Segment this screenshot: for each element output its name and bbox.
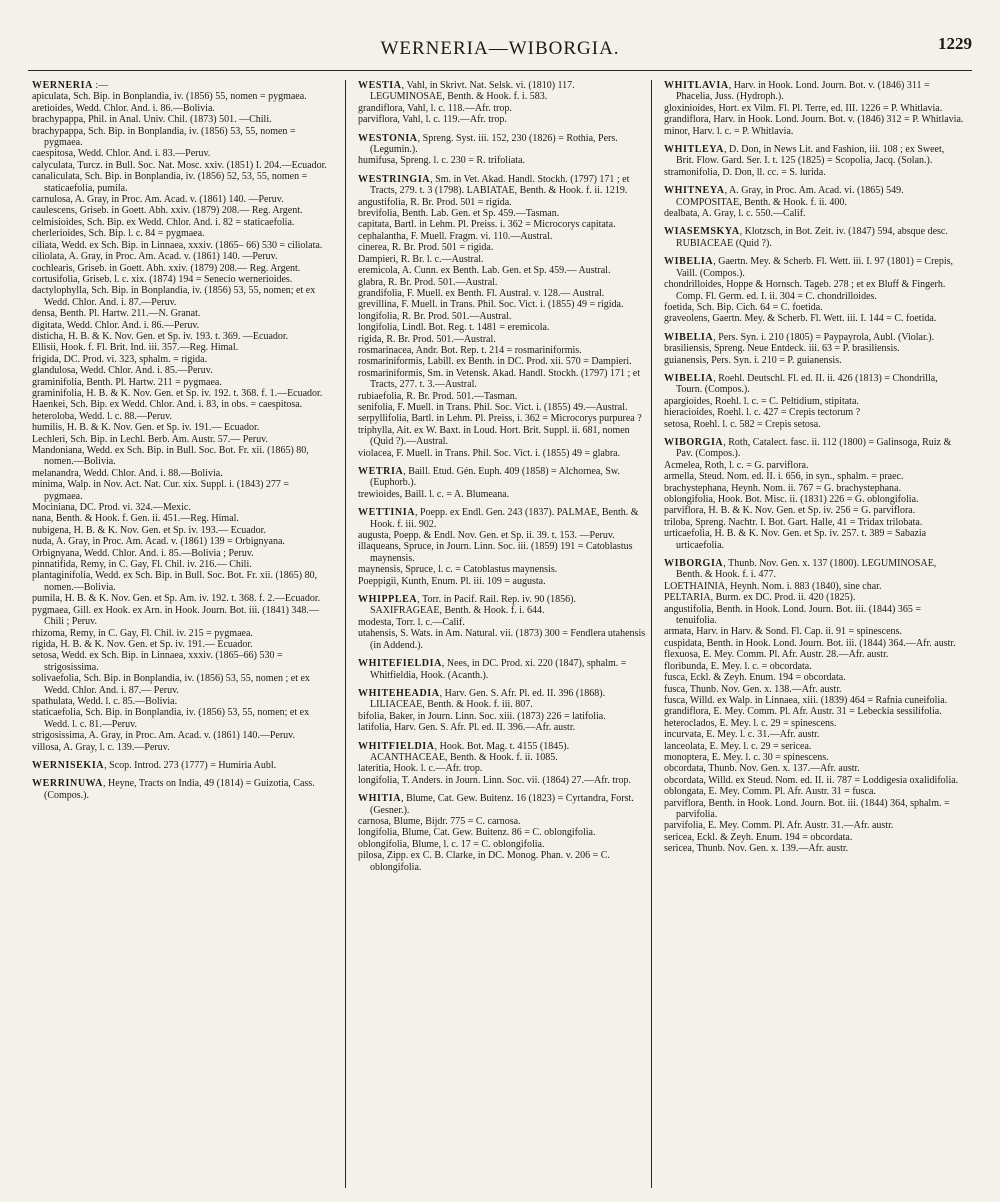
species-entry: chondrilloides, Hoppe & Hornsch. Tageb. 278 ; et ex Bluff & Fingerh. Comp. Fl. Germ. ed. I. ii. 304 = C. chondrilloides. — [664, 279, 946, 302]
species-entry: obcordata, Thunb. Nov. Gen. x. 137.—Afr. austr. — [664, 763, 860, 775]
species-entry: dealbata, A. Gray, l. c. 550.—Calif. — [664, 208, 806, 220]
species-entry: oblongifolia, Hook. Bot. Misc. ii. (1831) 226 = G. oblongifolia. — [664, 494, 919, 505]
species-entry: sericea, Thunb. Nov. Gen. x. 139.—Afr. austr. — [664, 843, 849, 855]
genus-entry — [664, 226, 964, 249]
genus-name: WESTONIA — [358, 132, 418, 144]
genus-name: WHITFIELDIA — [358, 740, 435, 752]
genus-heading: WHITLAVIA, Harv. in Hook. Lond. Journ. Bot. v. (1846) 311 = Phacelia, Juss. (Hydroph.). — [664, 80, 930, 103]
species-entry: Lechleri, Sch. Bip. in Lechl. Berb. Am. Austr. 57.— Peruv. — [32, 433, 268, 445]
species-entry: oblongifolia, Blume, l. c. 17 = C. oblongifolia. — [358, 838, 545, 850]
species-entry: melanandra, Wedd. Chlor. And. i. 88.—Bolivia. — [32, 467, 223, 479]
species-entry: foetida, Sch. Bip. Cich. 64 = C. foetida. — [664, 301, 823, 313]
species-entry: graminifolia, H. B. & K. Nov. Gen. et Sp. iv. 192. t. 368. f. 1.—Ecuador. — [32, 387, 323, 399]
species-entry: guianensis, Pers. Syn. i. 210 = P. guianensis. — [664, 354, 842, 366]
species-entry: Poeppigii, Kunth, Enum. Pl. iii. 109 = augusta. — [358, 575, 546, 587]
species-entry: capitata, Bartl. in Lehm. Pl. Preiss. i. 362 = Microcorys capitata. — [358, 219, 616, 231]
species-entry: digitata, Wedd. Chlor. And. i. 86.—Peruv. — [32, 319, 200, 331]
species-entry: senifolia, F. Muell. in Trans. Phil. Soc. Vict. i. (1855) 49.—Austral. — [358, 401, 628, 413]
species-entry: utahensis, S. Wats. in Am. Natural. vii. (1873) 300 = Fendlera utahensis (in Addend.). — [358, 628, 646, 651]
species-entry: solivaefolia, Sch. Bip. in Bonplandia, iv. (1856) 53, 55, nomen ; et ex Wedd. Chlor. And. i. 87.— Peruv. — [32, 673, 310, 696]
species-entry: carnulosa, A. Gray, in Proc. Am. Acad. v. (1861) 140. —Peruv. — [32, 194, 284, 206]
species-entry: humifusa, Spreng. l. c. 230 = R. trifoliata. — [358, 155, 526, 167]
genus-name: WIBELIA — [664, 331, 714, 343]
species-entry: armella, Steud. Nom. ed. II. i. 656, in syn., sphalm. = praec. — [664, 471, 904, 483]
species-entry: grandifolia, F. Muell. ex Benth. Fl. Austral. v. 128.— Austral. — [358, 287, 605, 299]
genus-name: WHIPPLEA — [358, 594, 418, 606]
genus-entry — [32, 80, 328, 753]
genus-name: WIBORGIA — [664, 436, 724, 448]
species-entry: LOETHAINIA, Heynh. Nom. i. 883 (1840), sine char. — [664, 580, 882, 592]
species-entry: eremicola, A. Cunn. ex Benth. Lab. Gen. et Sp. 459.— Austral. — [358, 265, 611, 277]
species-entry: minor, Harv. l. c. = P. Whitlavia. — [664, 125, 794, 137]
species-entry: setosa, Roehl. l. c. 582 = Crepis setosa. — [664, 418, 821, 430]
genus-entry — [664, 185, 964, 219]
species-entry: lanceolata, E. Mey. l. c. 29 = sericea. — [664, 740, 812, 752]
species-entry: heteroclados, E. Mey. l. c. 29 = spinescens. — [664, 717, 837, 729]
species-entry: staticaefolia, Sch. Bip. in Bonplandia, iv. (1856) 53, 55, nomen; et ex Wedd. l. c. 81.—Peruv. — [32, 707, 310, 730]
header-rule — [28, 70, 972, 71]
genus-name: WETRIA — [358, 466, 404, 477]
species-entry: frigida, DC. Prod. vi. 323, sphalm. = rigida. — [32, 353, 208, 365]
genus-name: WHITNEYA — [664, 185, 725, 197]
genus-heading: WHIPPLEA, Torr. in Pacif. Rail. Rep. iv. 90 (1856). SAXIFRAGEAE, Benth. & Hook. f. i. 644. — [358, 594, 576, 617]
species-entry: parvifolia, E. Mey. Comm. Pl. Afr. Austr. 31.—Afr. austr. — [664, 820, 894, 832]
species-entry: Haenkei, Sch. Bip. ex Wedd. Chlor. And. i. 83, in obs. = caespitosa. — [32, 399, 303, 411]
species-entry: celmisioides, Sch. Bip. ex Wedd. Chlor. And. i. 82 = staticaefolia. — [32, 216, 295, 228]
species-entry: apargioides, Roehl. l. c. = C. Peltidium, stipitata. — [664, 395, 859, 407]
genus-entry — [358, 688, 648, 734]
species-entry: cinerea, R. Br. Prod. 501 = rigida. — [358, 242, 494, 254]
species-entry: hieracioides, Roehl. l. c. 427 = Crepis tectorum ? — [664, 407, 861, 419]
species-entry: trewioides, Baill. l. c. = A. Blumeana. — [358, 488, 510, 500]
genus-entry — [664, 144, 964, 178]
genus-entry — [32, 778, 328, 801]
species-entry: maynensis, Spruce, l. c. = Catoblastus maynensis. — [358, 564, 558, 576]
column-left — [32, 80, 328, 1188]
species-entry: brachypappa, Sch. Bip. in Bonplandia, iv. (1856) 53, 55, nomen = pygmaea. — [32, 125, 296, 149]
species-entry: aretioides, Wedd. Chlor. And. i. 86.—Bolivia. — [32, 102, 215, 114]
genus-name: WIBORGIA — [664, 558, 724, 570]
genus-heading: WERNISEKIA, Scop. Introd. 273 (1777) = Humiria Aubl. — [32, 759, 277, 771]
species-entry: parviflora, Vahl, l. c. 119.—Afr. trop. — [358, 114, 507, 126]
genus-heading: WIBORGIA, Thunb. Nov. Gen. x. 137 (1800). LEGUMINOSAE, Benth. & Hook. f. i. 477. — [664, 558, 937, 581]
species-entry: graminifolia, Benth. Pl. Hartw. 211 = pygmaea. — [32, 376, 222, 388]
genus-entry — [358, 793, 648, 873]
species-entry: cuspidata, Benth. in Hook. Lond. Journ. Bot. iii. (1844) 364.—Afr. austr. — [664, 637, 956, 649]
page-number: 1229 — [938, 34, 972, 53]
species-entry: minima, Walp. in Nov. Act. Nat. Cur. xix. Suppl. i. (1843) 277 = pygmaea. — [32, 479, 290, 502]
genus-heading: WHITNEYA, A. Gray, in Proc. Am. Acad. vi. (1865) 549. COMPOSITAE, Benth. & Hook. f. ii. 400. — [664, 185, 904, 208]
genus-entry — [358, 80, 648, 126]
species-entry: gloxinioides, Hort. ex Vilm. Fl. Pl. Terre, ed. III. 1226 = P. Whitlavia. — [664, 102, 943, 114]
species-entry: brasiliensis, Spreng. Neue Entdeck. iii. 63 = P. brasiliensis. — [664, 343, 900, 355]
species-entry: canaliculata, Sch. Bip. in Bonplandia, iv. (1856) 52, 53, 55, nomen = staticaefolia, pumila. — [32, 171, 308, 194]
species-entry: cortusifolia, Griseb. l. c. xix. (1874) 194 = Senecio wernerioides. — [32, 273, 293, 285]
genus-name: WESTRINGIA — [358, 173, 431, 185]
species-entry: triloba, Spreng. Nachtr. I. Bot. Gart. Halle, 41 = Tridax trilobata. — [664, 516, 923, 528]
species-entry: flexuosa, E. Mey. Comm. Pl. Afr. Austr. 28.—Afr. austr. — [664, 649, 889, 661]
species-entry: Mandoniana, Wedd. ex Sch. Bip. in Bull. Soc. Bot. Fr. xii. (1865) 80, nomen.—Bolivia. — [32, 445, 309, 468]
genus-name: WHITEFIELDIA — [358, 658, 442, 670]
species-entry: strigosissima, A. Gray, in Proc. Am. Acad. v. (1861) 140.—Peruv. — [32, 730, 296, 742]
species-entry: rigida, R. Br. Prod. 501.—Austral. — [358, 333, 496, 345]
genus-heading: WHITLEYA, D. Don, in News Lit. and Fashion, iii. 108 ; ex Sweet, Brit. Flow. Gard. Ser. I. t. 125 (1825) = Scopolia, Jacq. (Solan.). — [664, 144, 945, 167]
species-entry: nana, Benth. & Hook. f. Gen. ii. 451.—Reg. Himal. — [32, 513, 239, 525]
running-title: WERNERIA—WIBORGIA. — [380, 38, 620, 59]
species-entry: PELTARIA, Burm. ex DC. Prod. ii. 420 (1825). — [664, 592, 856, 604]
species-entry: caespitosa, Wedd. Chlor. And. i. 83.—Peruv. — [32, 148, 211, 160]
column-middle — [345, 80, 648, 1188]
column-right — [651, 80, 964, 1188]
genus-heading: WESTONIA, Spreng. Syst. iii. 152, 230 (1826) = Rothia, Pers. (Legumin.). — [358, 132, 618, 156]
genus-name: WERNISEKIA — [32, 759, 105, 771]
species-entry: sericea, Eckl. & Zeyh. Enum. 194 = obcordata. — [664, 831, 853, 843]
species-entry: glandulosa, Wedd. Chlor. And. i. 85.—Peruv. — [32, 365, 213, 377]
species-entry: obcordata, Willd. ex Steud. Nom. ed. II. ii. 787 = Loddigesia oxalidifolia. — [664, 774, 959, 786]
species-entry: plantaginifolia, Wedd. ex Sch. Bip. in Bull. Soc. Bot. Fr. xii. (1865) 80, nomen.—Bolivia. — [32, 570, 318, 593]
page-header — [28, 34, 972, 68]
species-entry: longifolia, T. Anders. in Journ. Linn. Soc. vii. (1864) 27.—Afr. trop. — [358, 774, 631, 786]
species-entry: grevillina, F. Muell. in Trans. Phil. Soc. Vict. i. (1855) 49 = rigida. — [358, 299, 624, 311]
genus-entry — [358, 133, 648, 167]
genus-entry — [664, 80, 964, 137]
genus-entry — [664, 558, 964, 855]
species-entry: fusca, Thunb. Nov. Gen. x. 138.—Afr. austr. — [664, 683, 842, 695]
genus-heading: WERRINUWA, Heyne, Tracts on India, 49 (1814) = Guizotia, Cass. (Compos.). — [32, 778, 315, 801]
genus-entry — [358, 658, 648, 681]
species-entry: humilis, H. B. & K. Nov. Gen. et Sp. iv. 191.— Ecuador. — [32, 422, 260, 434]
genus-heading: WIBELIA, Gaertn. Mey. & Scherb. Fl. Wett. iii. I. 97 (1801) = Crepis, Vaill. (Compos.). — [664, 256, 954, 279]
species-entry: violacea, F. Muell. in Trans. Phil. Soc. Vict. i. (1855) 49 = glabra. — [358, 447, 621, 459]
genus-heading: WIASEMSKYA, Klotzsch, in Bot. Zeit. iv. (1847) 594, absque desc. RUBIACEAE (Quid ?). — [664, 226, 948, 249]
species-entry: cherlerioides, Sch. Bip. l. c. 84 = pygmaea. — [32, 228, 205, 240]
species-entry: grandiflora, Harv. in Hook. Lond. Journ. Bot. v. (1846) 312 = P. Whitlavia. — [664, 114, 964, 126]
species-entry: cochlearis, Griseb. in Goett. Abh. xxiv. (1879) 208.— Reg. Argent. — [32, 262, 301, 274]
genus-entry — [664, 373, 964, 430]
species-entry: Dampieri, R. Br. l. c.—Austral. — [358, 253, 484, 265]
species-entry: rosmariniformis, Sm. in Vetensk. Akad. Handl. Stockh. (1797) 171 ; et Tracts, 277. t. 3.—Austral. — [358, 367, 641, 391]
species-entry: oblongata, E. Mey. Comm. Pl. Afr. Austr. 31 = fusca. — [664, 786, 876, 798]
species-entry: ciliolata, A. Gray, in Proc. Am. Acad. v. (1861) 140. —Peruv. — [32, 251, 278, 263]
species-entry: carnosa, Blume, Bijdr. 775 = C. carnosa. — [358, 815, 521, 827]
species-entry: illaqueans, Spruce, in Journ. Linn. Soc. iii. (1859) 191 = Catoblastus maynensis. — [358, 541, 633, 564]
genus-entry — [664, 437, 964, 551]
genus-heading: WESTRINGIA, Sm. in Vet. Akad. Handl. Stockh. (1797) 171 ; et Tracts, 279. t. 3 (1798). LABIATAE, Benth. & Hook. f. ii. 1219. — [358, 173, 630, 197]
species-entry: brachystephana, Heynh. Nom. ii. 767 = G. brachystephana. — [664, 482, 901, 494]
species-entry: rigida, H. B. & K. Nov. Gen. et Sp. iv. 191.— Ecuador. — [32, 638, 253, 650]
genus-name: WHITIA — [358, 793, 402, 805]
genus-heading: WESTIA, Vahl, in Skrivt. Nat. Selsk. vi. (1810) 117. LEGUMINOSAE, Benth. & Hook. f. i. 583. — [358, 80, 575, 103]
species-entry: rosmarinacea, Andr. Bot. Rep. t. 214 = rosmariniformis. — [358, 344, 582, 356]
species-entry: calyculata, Turcz. in Bull. Soc. Nat. Mosc. xxiv. (1851) I. 204.—Ecuador. — [32, 159, 327, 171]
species-entry: nubigena, H. B. & K. Nov. Gen. et Sp. iv. 193.— Ecuador. — [32, 524, 266, 536]
genus-entry — [358, 507, 648, 587]
species-entry: densa, Benth. Pl. Hartw. 211.—N. Granat. — [32, 308, 201, 320]
species-entry: cephalantha, F. Muell. Fragm. vi. 110.—Austral. — [358, 230, 553, 242]
genus-heading: WHITFIELDIA, Hook. Bot. Mag. t. 4155 (1845). ACANTHACEAE, Benth. & Hook. f. ii. 1085. — [358, 740, 570, 763]
species-entry: grandiflora, Vahl, l. c. 118.—Afr. trop. — [358, 102, 512, 114]
species-entry: urticaefolia, H. B. & K. Nov. Gen. et Sp. iv. 257. t. 389 = Sabazia urticaefolia. — [664, 528, 927, 551]
species-entry: rosmariniformis, Labill. ex Benth. in DC. Prod. xii. 570 = Dampieri. — [358, 356, 632, 368]
species-entry: pilosa, Zipp. ex C. B. Clarke, in DC. Monog. Phan. v. 206 = C. oblongifolia. — [358, 850, 610, 873]
species-entry: pinnatifida, Remy, in C. Gay, Fl. Chil. iv. 216.— Chili. — [32, 559, 252, 571]
species-entry: Mociniana, DC. Prod. vi. 324.—Mexic. — [32, 502, 191, 514]
species-entry: lateritia, Hook. l. c.—Afr. trop. — [358, 763, 483, 775]
species-entry: dactylophylla, Sch. Bip. in Bonplandia, iv. (1856) 53, 55, nomen; et ex Wedd. Chlor. And. i. 87.—Peruv. — [32, 285, 316, 308]
species-entry: longifolia, Lindl. Bot. Reg. t. 1481 = eremicola. — [358, 322, 550, 334]
genus-name: WHITLEYA — [664, 144, 725, 156]
species-entry: parviflora, H. B. & K. Nov. Gen. et Sp. iv. 256 = G. parviflora. — [664, 505, 916, 517]
species-entry: longifolia, R. Br. Prod. 501.—Austral. — [358, 310, 512, 322]
genus-name: WIBELIA — [664, 256, 714, 268]
species-entry: fusca, Willd. ex Walp. in Linnaea, xiii. (1839) 464 = Rafnia cuneifolia. — [664, 694, 948, 706]
species-entry: pygmaea, Gill. ex Hook. ex Arn. in Hook. Journ. Bot. iii. (1841) 348.—Chili ; Peruv. — [32, 604, 319, 628]
genus-heading: WETRIA, Baill. Etud. Gén. Euph. 409 (1858) = Alchornea, Sw. (Euphorb.). — [358, 466, 620, 489]
species-entry: ciliata, Wedd. ex Sch. Bip. in Linnaea, xxxiv. (1865– 66) 530 = ciliolata. — [32, 239, 323, 251]
genus-name: WESTIA — [358, 80, 402, 91]
genus-name: WIBELIA — [664, 372, 714, 384]
species-entry: disticha, H. B. & K. Nov. Gen. et Sp. iv. 193. t. 369. —Ecuador. — [32, 330, 289, 342]
species-entry: Acmelea, Roth, l. c. = G. parviflora. — [664, 459, 809, 471]
species-entry: angustifolia, Benth. in Hook. Lond. Journ. Bot. iii. (1844) 365 = tenuifolia. — [664, 603, 922, 627]
species-entry: Ellisii, Hook. f. Fl. Brit. Ind. iii. 357.—Reg. Himal. — [32, 342, 239, 354]
species-entry: stramonifolia, D. Don, ll. cc. = S. lurida. — [664, 166, 826, 178]
genus-entry — [358, 174, 648, 459]
genus-heading: WETTINIA, Poepp. ex Endl. Gen. 243 (1837). PALMAE, Benth. & Hook. f. iii. 902. — [358, 507, 639, 530]
genus-entry — [358, 741, 648, 787]
species-entry: heteroloba, Wedd. l. c. 88.—Peruv. — [32, 410, 172, 422]
species-entry: rubiaefolia, R. Br. Prod. 501.—Tasman. — [358, 390, 518, 402]
species-entry: triphylla, Ait. ex W. Baxt. in Loud. Hort. Brit. Suppl. ii. 681, nomen (Quid ?).—Austral. — [358, 424, 630, 448]
genus-heading: WIBELIA, Pers. Syn. i. 210 (1805) = Paypayrola, Aubl. (Violar.). — [664, 331, 935, 343]
species-entry: grandiflora, E. Mey. Comm. Pl. Afr. Austr. 31 = Lebeckia sessilifolia. — [664, 706, 942, 718]
species-entry: brevifolia, Benth. Lab. Gen. et Sp. 459.—Tasman. — [358, 208, 560, 220]
species-entry: nuda, A. Gray, in Proc. Am. Acad. v. (1861) 139 = Orbignyana. — [32, 536, 285, 548]
species-entry: fusca, Eckl. & Zeyh. Enum. 194 = obcordata. — [664, 672, 846, 684]
genus-heading: WHITEFIELDIA, Nees, in DC. Prod. xi. 220 (1847), sphalm. = Whitfieldia, Hook. (Acanth.). — [358, 658, 627, 681]
species-entry: spathulata, Wedd. l. c. 85.—Bolivia. — [32, 695, 178, 707]
species-entry: latifolia, Harv. Gen. S. Afr. Pl. ed. II. 396.—Afr. austr. — [358, 722, 576, 734]
genus-name: WHITLAVIA — [664, 80, 729, 91]
genus-name: WIASEMSKYA — [664, 226, 740, 238]
species-entry: parviflora, Benth. in Hook. Lond. Journ. Bot. iii. (1844) 364, sphalm. = parvifolia. — [664, 797, 950, 820]
species-entry: graveolens, Gaertn. Mey. & Scherb. Fl. Wett. iii. I. 144 = C. foetida. — [664, 313, 937, 325]
genus-heading: WERNERIA :— — [32, 80, 109, 91]
species-entry: glabra, R. Br. Prod. 501.—Austral. — [358, 276, 498, 288]
genus-heading: WHITEHEADIA, Harv. Gen. S. Afr. Pl. ed. II. 396 (1868). LILIACEAE, Benth. & Hook. f. iii. 807. — [358, 687, 606, 711]
genus-name: WERRINUWA — [32, 778, 103, 790]
species-entry: longifolia, Blume, Cat. Gew. Buitenz. 86 = C. oblongifolia. — [358, 827, 596, 839]
species-entry: rhizoma, Remy, in C. Gay, Fl. Chil. iv. 215 = pygmaea. — [32, 627, 253, 639]
genus-name: WERNERIA — [32, 80, 93, 91]
genus-entry — [664, 256, 964, 324]
species-entry: bifolia, Baker, in Journ. Linn. Soc. xiii. (1873) 226 = latifolia. — [358, 710, 606, 722]
species-entry: monoptera, E. Mey. l. c. 30 = spinescens. — [664, 751, 829, 763]
species-entry: armata, Harv. in Harv. & Sond. Fl. Cap. ii. 91 = spinescens. — [664, 626, 902, 638]
genus-name: WHITEHEADIA — [358, 687, 440, 699]
genus-heading: WIBELIA, Roehl. Deutschl. Fl. ed. II. ii. 426 (1813) = Chondrilla, Tourn. (Compos.). — [664, 372, 938, 396]
species-entry: angustifolia, R. Br. Prod. 501 = rigida. — [358, 196, 512, 208]
genus-entry — [358, 466, 648, 500]
genus-heading: WIBORGIA, Roth, Catalect. fasc. ii. 112 (1800) = Galinsoga, Ruiz & Pav. (Compos.). — [664, 436, 952, 460]
genus-heading: WHITIA, Blume, Cat. Gew. Buitenz. 16 (1823) = Cyrtandra, Forst. (Gesner.). — [358, 793, 634, 816]
genus-entry — [664, 332, 964, 366]
species-entry: floribunda, E. Mey. l. c. = obcordata. — [664, 660, 812, 672]
genus-name: WETTINIA — [358, 507, 416, 519]
species-entry: augusta, Poepp. & Endl. Nov. Gen. et Sp. ii. 39. t. 153. —Peruv. — [358, 530, 615, 542]
genus-entry — [32, 760, 328, 771]
species-entry: brachypappa, Phil. in Anal. Univ. Chil. (1873) 501. —Chili. — [32, 114, 272, 126]
species-entry: caulescens, Griseb. in Goett. Abh. xxiv. (1879) 208.— Reg. Argent. — [32, 205, 303, 217]
species-entry: villosa, A. Gray, l. c. 139.—Peruv. — [32, 741, 170, 753]
species-entry: modesta, Torr. l. c.—Calif. — [358, 616, 465, 628]
species-entry: incurvata, E. Mey. l. c. 31.—Afr. austr. — [664, 729, 820, 741]
species-entry: setosa, Wedd. ex Sch. Bip. in Linnaea, xxxiv. (1865–66) 530 = strigosissima. — [32, 650, 283, 673]
species-entry: Orbignyana, Wedd. Chlor. And. i. 85.—Bolivia ; Peruv. — [32, 547, 254, 559]
species-entry: pumila, H. B. & K. Nov. Gen. et Sp. Am. iv. 192. t. 368. f. 2.—Ecuador. — [32, 593, 321, 605]
species-entry: apiculata, Sch. Bip. in Bonplandia, iv. (1856) 55, nomen = pygmaea. — [32, 91, 307, 103]
species-entry: serpyllifolia, Bartl. in Lehm. Pl. Preiss, i. 362 = Microcorys purpurea ? — [358, 413, 642, 425]
genus-entry — [358, 594, 648, 651]
